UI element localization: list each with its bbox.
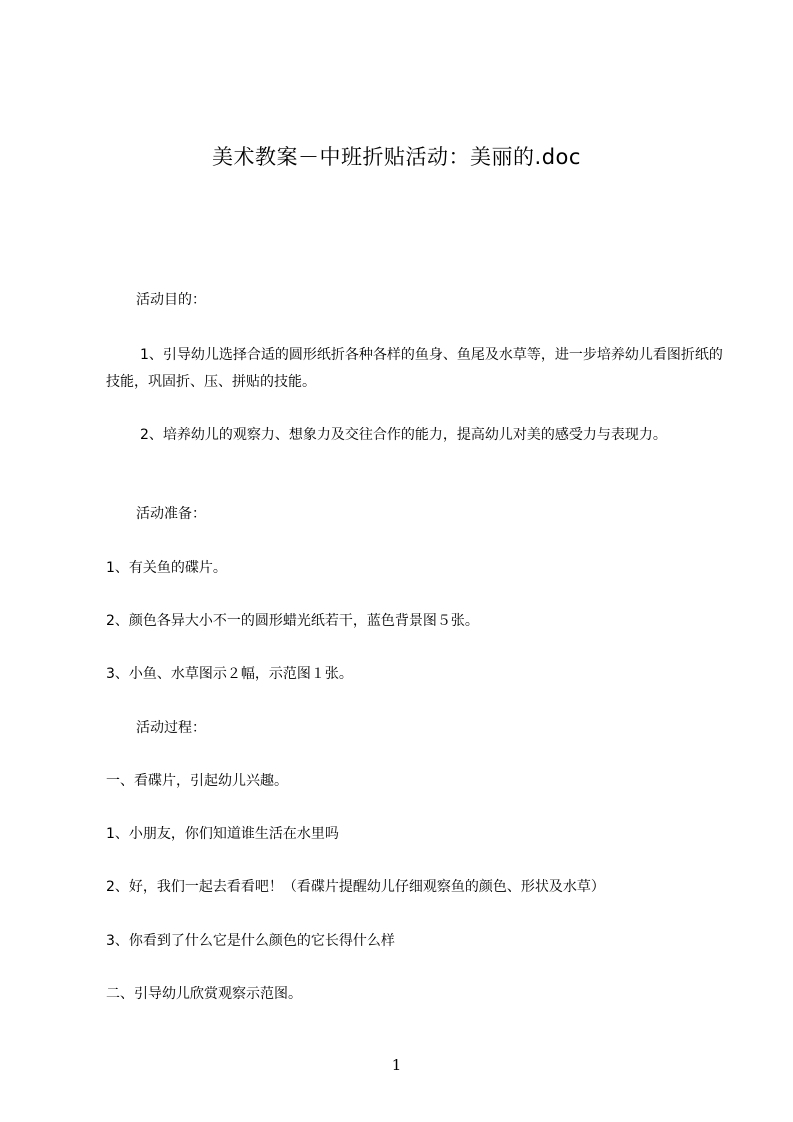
paragraph-step-1-1: 1、小朋友，你们知道谁生活在水里吗 bbox=[106, 826, 339, 842]
paragraph-step-2: 二、引导幼儿欣赏观察示范图。 bbox=[106, 986, 302, 1002]
section-heading-goals: 活动目的： bbox=[136, 292, 206, 308]
section-heading-process: 活动过程： bbox=[136, 720, 206, 736]
section-heading-preparation: 活动准备： bbox=[136, 506, 206, 522]
paragraph-goal-1: 1、引导幼儿选择合适的圆形纸折各种各样的鱼身、鱼尾及水草等，进一步培养幼儿看图折纸的技能，巩固折、压、拼贴的技能。 bbox=[106, 347, 723, 390]
paragraph-prep-1: 1、有关鱼的碟片。 bbox=[106, 560, 227, 576]
document-title: 美术教案－中班折贴活动：美丽的.doc bbox=[212, 145, 581, 169]
paragraph-goal-2: 2、培养幼儿的观察力、想象力及交往合作的能力，提高幼儿对美的感受力与表现力。 bbox=[140, 427, 667, 443]
page-number: 1 bbox=[391, 1056, 402, 1074]
paragraph-step-1: 一、看碟片，引起幼儿兴趣。 bbox=[106, 773, 288, 789]
paragraph-step-1-2: 2、好，我们一起去看看吧！（看碟片提醒幼儿仔细观察鱼的颜色、形状及水草） bbox=[106, 879, 605, 895]
paragraph-prep-2: 2、颜色各异大小不一的圆形蜡光纸若干，蓝色背景图５张。 bbox=[106, 613, 479, 629]
paragraph-step-1-3: 3、你看到了什么它是什么颜色的它长得什么样 bbox=[106, 933, 395, 949]
paragraph-prep-3: 3、小鱼、水草图示２幅，示范图１张。 bbox=[106, 666, 353, 682]
